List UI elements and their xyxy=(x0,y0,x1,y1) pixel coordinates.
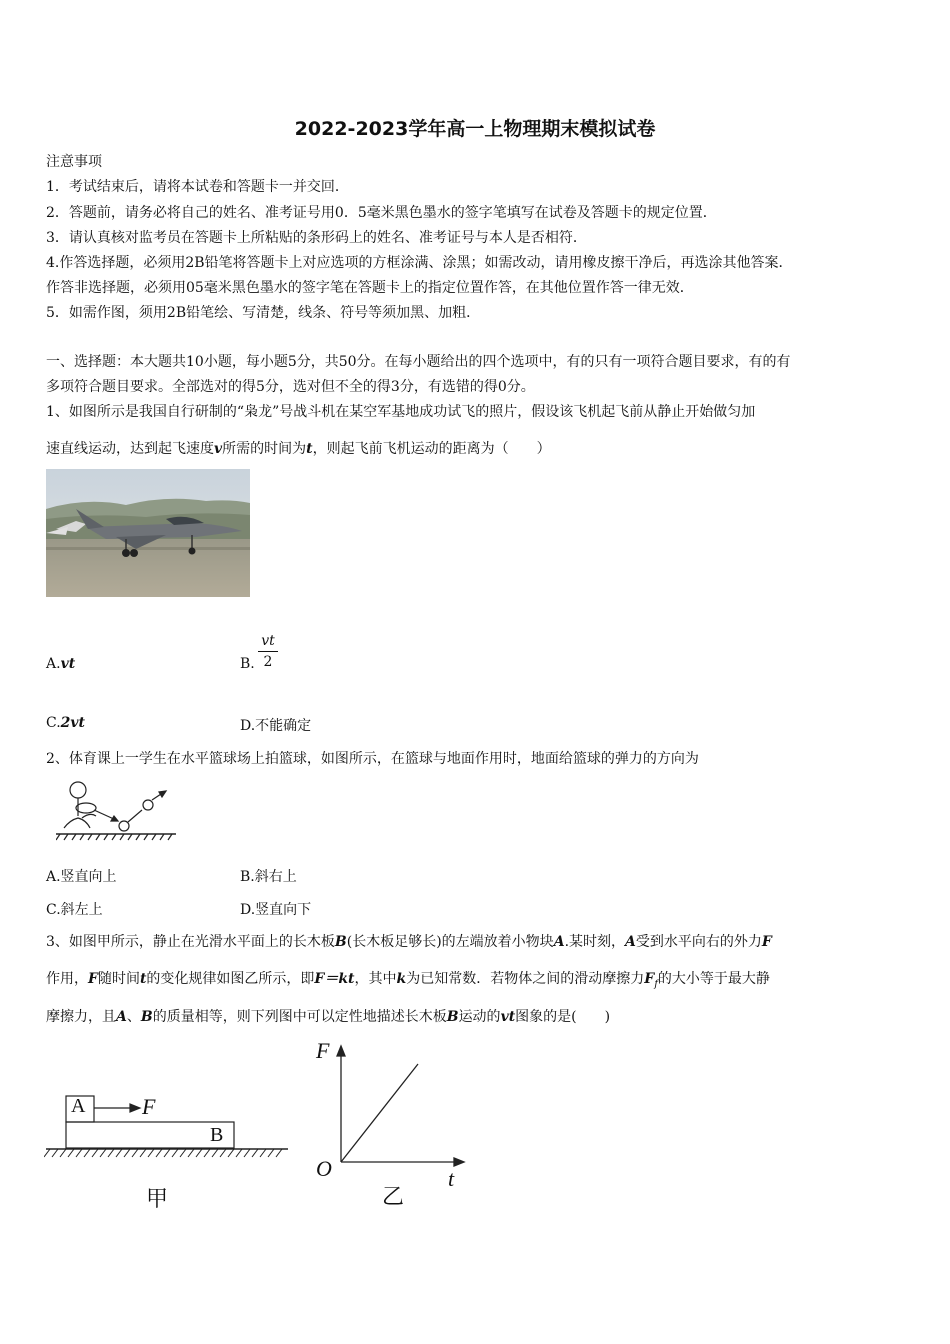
figure-yi xyxy=(310,1038,470,1214)
origin-label: O xyxy=(316,1156,332,1181)
notice-item-1: 1．考试结束后，请将本试卷和答题卡一并交回． xyxy=(46,179,349,195)
q3-line3: 摩擦力，且A、B的质量相等，则下列图中可以定性地描述长木板B运动的vt图象的是( ) xyxy=(46,1009,611,1025)
notice-item-3: 3．请认真核对监考员在答题卡上所粘贴的条形码上的姓名、准考证号与本人是否相符． xyxy=(46,230,587,246)
notice-item-4: 4.作答选择题，必须用2B铅笔将答题卡上对应选项的方框涂满、涂黑；如需改动，请用橡皮擦干净后，再选涂其他答案． xyxy=(46,255,793,271)
figure-jia-caption: 甲 xyxy=(146,1187,169,1212)
q1-option-b-fraction xyxy=(258,632,278,671)
block-a-label: A xyxy=(71,1095,86,1117)
q2-line1: 2、体育课上一学生在水平篮球场上拍篮球，如图所示，在篮球与地面作用时，地面给篮球的弹力的方向为 xyxy=(46,751,699,767)
fraction-denominator: 2 xyxy=(263,654,273,670)
q3-line1: 3、如图甲所示，静止在光滑水平面上的长木板B(长木板足够长)的左端放着小物块A.某时刻，A受到水平向右的外力F xyxy=(46,934,772,950)
q1-line1: 1、如图所示是我国自行研制的“枭龙”号战斗机在某空军基地成功试飞的照片，假设该飞机起飞前从静止开始做匀加 xyxy=(46,404,756,420)
q2-option-a: A.竖直向上 xyxy=(46,869,117,885)
notice-heading: 注意事项 xyxy=(46,154,102,170)
q2-option-d: D.竖直向下 xyxy=(240,902,312,918)
y-axis-label: F xyxy=(316,1038,330,1063)
figure-jia xyxy=(44,1090,290,1214)
force-label: F xyxy=(142,1094,156,1119)
x-axis-label: t xyxy=(448,1166,455,1191)
notice-item-5: 5．如需作图，须用2B铅笔绘、写清楚，线条、符号等须加黑、加粗． xyxy=(46,305,481,321)
notice-item-4b: 作答非选择题，必须用05毫米黑色墨水的签字笔在答题卡上的指定位置作答，在其他位置作答一律无效． xyxy=(46,280,694,296)
q1-option-b-label: B. xyxy=(240,656,255,672)
section-intro-line1: 一、选择题：本大题共10小题，每小题5分，共50分。在每小题给出的四个选项中，有的只有一项符合题目要求，有的有 xyxy=(46,354,791,370)
basketball-bounce-figure xyxy=(56,778,180,842)
q1-option-a: A.vt xyxy=(46,656,76,672)
q3-line2: 作用，F随时间t的变化规律如图乙所示，即F＝kt，其中k为已知常数．若物体之间的滑动摩擦力$F_f$的大小等于最大静 xyxy=(46,971,770,990)
fraction-numerator: vt xyxy=(261,633,275,649)
block-b-label: B xyxy=(210,1124,224,1146)
q1-option-c: C.2vt xyxy=(46,715,86,731)
fighter-jet-photo xyxy=(46,469,250,597)
notice-item-2: 2．答题前，请务必将自己的姓名、准考证号用0．5毫米黑色墨水的签字笔填写在试卷及答题卡的规定位置． xyxy=(46,205,717,221)
figure-yi-caption: 乙 xyxy=(382,1185,405,1210)
q2-option-c: C.斜左上 xyxy=(46,902,103,918)
q1-line2: 速直线运动，达到起飞速度v所需的时间为t，则起飞前飞机运动的距离为（ ） xyxy=(46,441,551,457)
section-intro-line2: 多项符合题目要求。全部选对的得5分，选对但不全的得3分，有选错的得0分。 xyxy=(46,379,535,395)
q1-option-d: D.不能确定 xyxy=(240,718,312,734)
q2-option-b: B.斜右上 xyxy=(240,869,297,885)
page-title: 2022-2023学年高一上物理期末模拟试卷 xyxy=(294,118,656,140)
